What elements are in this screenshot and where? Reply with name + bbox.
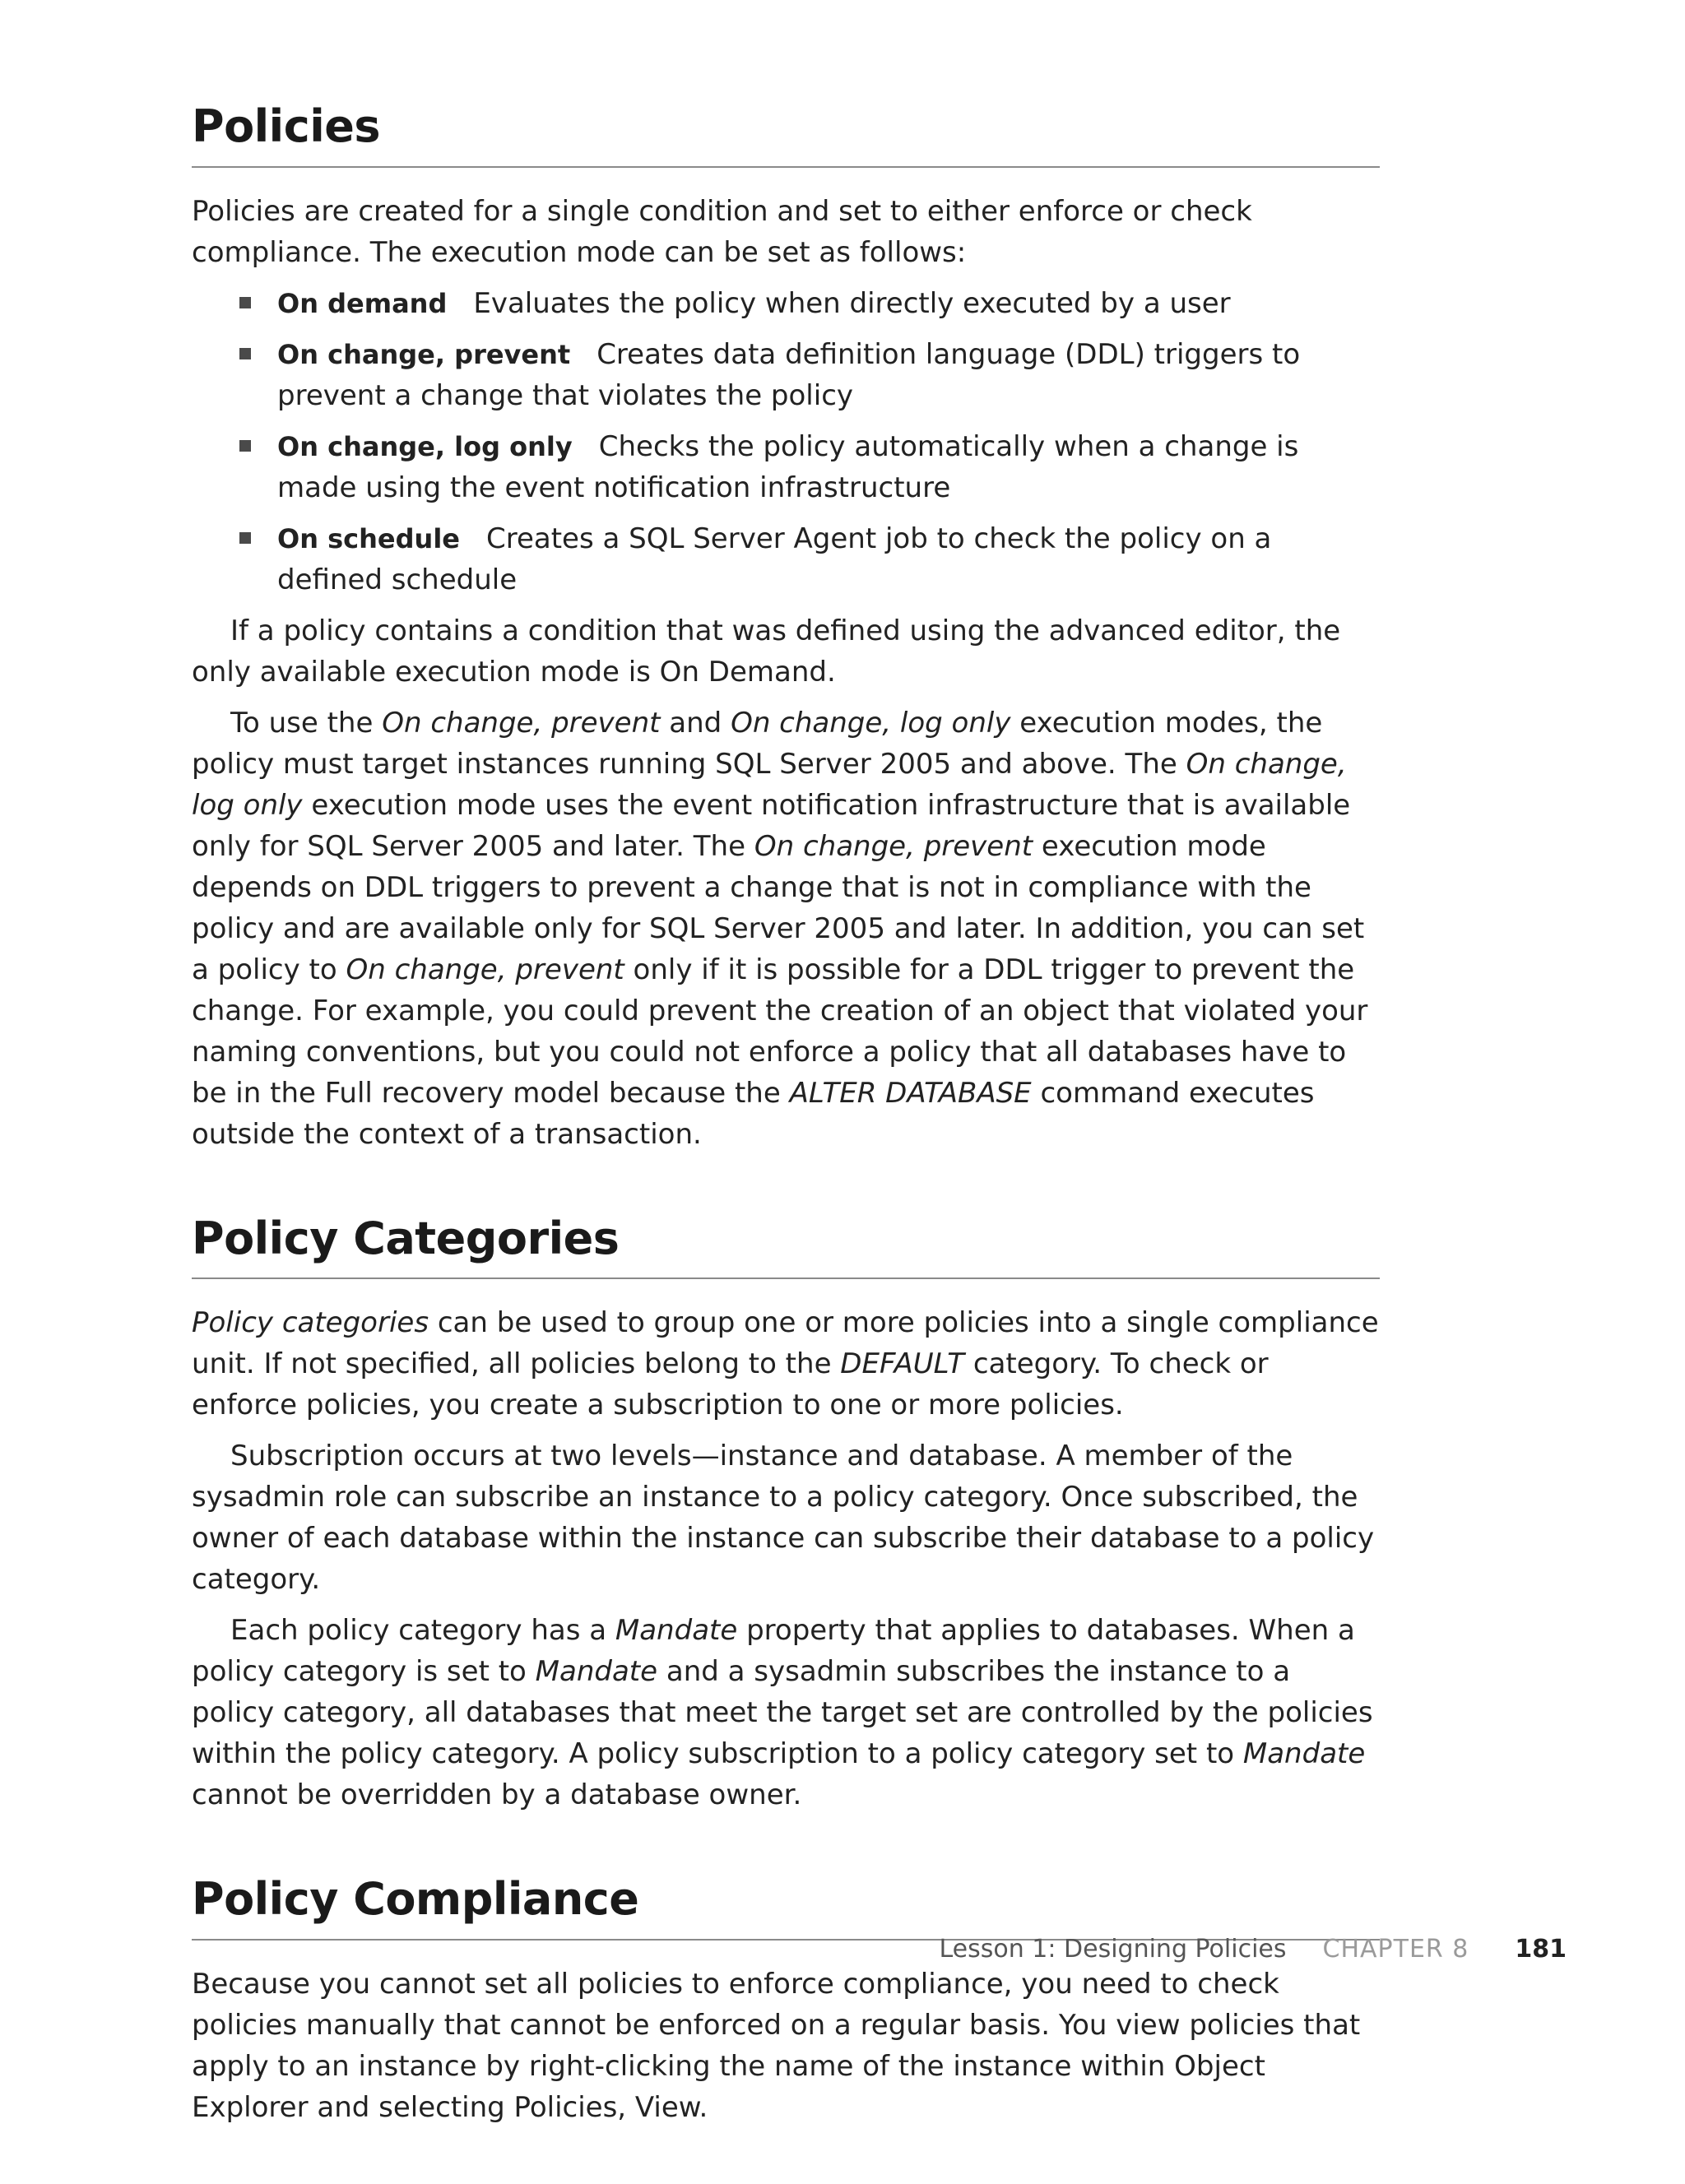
- square-bullet-icon: [239, 297, 251, 308]
- text-run: can be used to group one or more policies into a single compliance unit. If not specified, all policies belong to the: [192, 1306, 1379, 1380]
- italic-term: DEFAULT: [840, 1347, 965, 1380]
- text-run: execution mode uses the event notification infrastructure that is available only for SQL Server 2005 and later. The: [192, 788, 1351, 863]
- text-run: and: [660, 706, 731, 740]
- footer-chapter-label: CHAPTER 8: [1322, 1935, 1469, 1964]
- list-item: [277, 518, 1380, 600]
- section-heading-policy-compliance: Policy Compliance: [192, 1871, 1380, 1941]
- section-heading-policies: Policies: [192, 99, 1380, 168]
- mode-term: On demand: [277, 287, 448, 319]
- square-bullet-icon: [239, 440, 251, 452]
- mode-term: On change, log only: [277, 430, 573, 462]
- text-run: execution mode depends on DDL triggers to prevent a change that is not in compliance with the policy and are available only for SQL Server 2005 and later. In addition, you can set a policy to: [192, 829, 1365, 986]
- section-policy-compliance: [192, 1871, 1380, 2128]
- italic-term: Policy categories: [192, 1306, 429, 1339]
- list-item: [277, 283, 1380, 324]
- text-run: execution modes, the policy must target instances running SQL Server 2005 and above. The: [192, 706, 1323, 781]
- text-run: Each policy category has a: [230, 1614, 615, 1647]
- text-run: and a sysadmin subscribes the instance to a policy category, all databases that meet the target set are controlled by the policies within the policy category. A policy subscription to a policy category set to: [192, 1655, 1373, 1770]
- italic-term: On change, log only: [192, 747, 1347, 822]
- categories-paragraph-subscription: Subscription occurs at two levels—instance and database. A member of the sysadmin role can subscribe an instance to a policy category. Once subscribed, the owner of each database within the instance can subscribe their database to a policy category.: [192, 1440, 1375, 1596]
- mode-description: Creates data definition language (DDL) triggers to prevent a change that violates the policy: [277, 337, 1301, 412]
- categories-paragraph-intro: [192, 1302, 1380, 1426]
- section-policies: [192, 99, 1380, 1155]
- compliance-paragraph: Because you cannot set all policies to enforce compliance, you need to check policies manually that cannot be enforced on a regular basis. You view policies that apply to an instance by right-clicking the name of the instance within Object Explorer and selecting Policies, View.: [192, 1967, 1361, 2124]
- page-content: [192, 99, 1380, 2184]
- italic-term: On change, prevent: [346, 953, 624, 986]
- square-bullet-icon: [239, 348, 251, 359]
- square-bullet-icon: [239, 532, 251, 544]
- page-footer: [939, 1933, 1567, 1966]
- mode-term: On schedule: [277, 522, 460, 554]
- text-run: cannot be overridden by a database owner.: [192, 1778, 802, 1811]
- italic-term: ALTER DATABASE: [789, 1076, 1032, 1110]
- list-item: [277, 334, 1380, 416]
- text-run: only if it is possible for a DDL trigger to prevent the change. For example, you could prevent the creation of an object that violated your naming conventions, but you could not enforce a policy that all databases have to be in the Full recovery model because the: [192, 953, 1368, 1110]
- mode-description: Evaluates the policy when directly executed by a user: [473, 286, 1231, 320]
- mode-description: Checks the policy automatically when a change is made using the event notification infrastructure: [277, 429, 1299, 504]
- mode-description: Creates a SQL Server Agent job to check the policy on a defined schedule: [277, 522, 1272, 596]
- italic-term: Mandate: [615, 1614, 738, 1647]
- categories-paragraph-mandate: [192, 1610, 1380, 1815]
- section-heading-policy-categories: Policy Categories: [192, 1211, 1380, 1280]
- execution-mode-list: [192, 283, 1380, 600]
- policies-intro: Policies are created for a single condition and set to either enforce or check compliance. The execution mode can be set as follows:: [192, 194, 1252, 269]
- footer-lesson-title: Lesson 1: Designing Policies: [939, 1935, 1287, 1964]
- policies-paragraph-advanced-editor: If a policy contains a condition that was defined using the advanced editor, the only available execution mode is On Demand.: [192, 614, 1341, 689]
- text-run: command executes outside the context of a transaction.: [192, 1076, 1315, 1151]
- policies-paragraph-execution-modes: [192, 702, 1380, 1155]
- text-run: category. To check or enforce policies, you create a subscription to one or more policies.: [192, 1347, 1269, 1421]
- italic-term: On change, log only: [731, 706, 1011, 740]
- italic-term: Mandate: [535, 1655, 658, 1688]
- section-policy-categories: [192, 1211, 1380, 1816]
- italic-term: Mandate: [1242, 1737, 1366, 1770]
- italic-term: On change, prevent: [754, 829, 1033, 863]
- list-item: [277, 426, 1380, 508]
- text-run: property that applies to databases. When a policy category is set to: [192, 1614, 1355, 1688]
- italic-term: On change, prevent: [382, 706, 661, 740]
- text-run: To use the: [230, 706, 383, 740]
- footer-page-number: 181: [1515, 1935, 1567, 1964]
- mode-term: On change, prevent: [277, 338, 571, 370]
